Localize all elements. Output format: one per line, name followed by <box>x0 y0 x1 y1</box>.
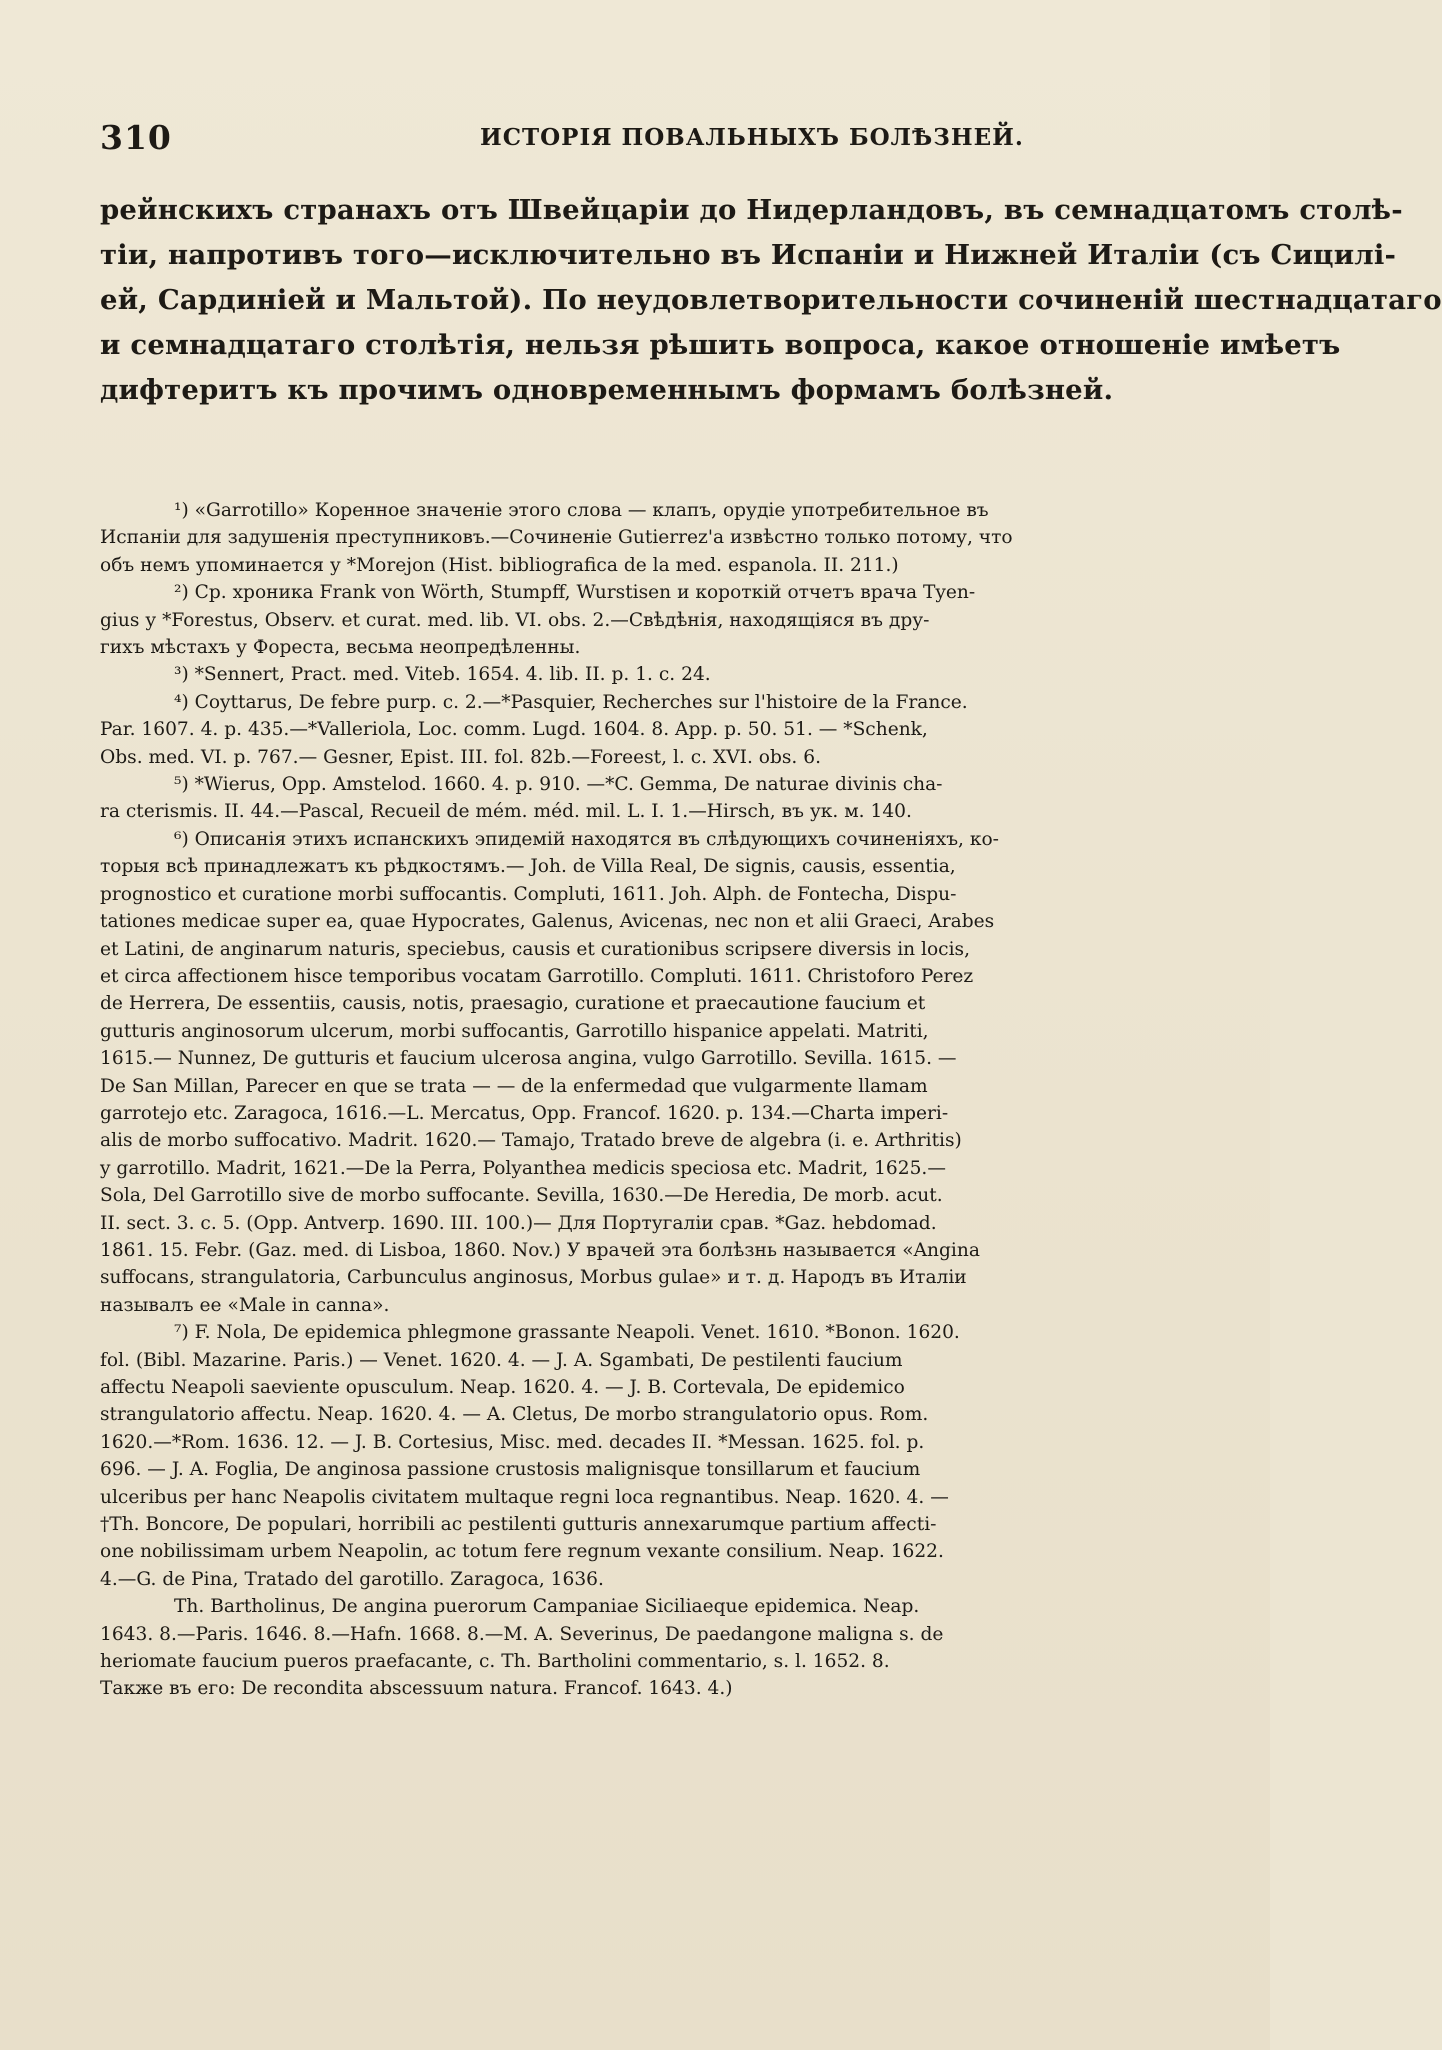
footnote <box>100 771 1192 826</box>
footnote <box>100 1319 1192 1593</box>
main-text-line: и семнадцатаго столѣтія, нельзя рѣшить вопроса, какое отношеніе имѣетъ <box>100 329 1341 361</box>
footnote <box>100 579 1192 661</box>
footnote-line: 696. — J. A. Foglia, De anginosa passione crustosis malignisque tonsillarum et faucium <box>100 1459 921 1481</box>
footnote <box>100 1593 1192 1703</box>
footnote-line: de Herrera, De essentiis, causis, notis, praesagio, curatione et praecautione faucium et <box>100 993 926 1015</box>
footnote-line: ra cterismis. II. 44.—Pascal, Recueil de mém. méd. mil. L. I. 1.—Hirsch, въ ук. м. 140. <box>100 801 912 823</box>
footnote <box>100 689 1192 771</box>
footnote-line: ulceribus per hanc Neapolis civitatem multaque regni loca regnantibus. Neap. 1620. 4. — <box>100 1486 949 1508</box>
footnote-line: affectu Neapoli saeviente opusculum. Neap. 1620. 4. — J. B. Cortevala, De epidemico <box>100 1377 905 1398</box>
main-text-line: рейнскихъ странахъ отъ Швейцаріи до Нидерландовъ, въ семнадцатомъ столѣ- <box>100 194 1403 226</box>
footnote-line: ³) *Sennert, Pract. med. Viteb. 1654. 4. lib. II. p. 1. c. 24. <box>174 664 711 686</box>
footnote-line: tationes medicae super ea, quae Hypocrates, Galenus, Avicenas, nec non et alii Graeci, Arabes <box>100 911 995 933</box>
footnote-line: gius у *Forestus, Observ. et curat. med. lib. VI. obs. 2.—Свѣдѣнія, находящіяся въ дру- <box>100 609 930 631</box>
footnote-line: ²) Ср. хроника Frank von Wörth, Stumpff, Wurstisen и короткій отчетъ врача Tyen- <box>174 582 976 604</box>
footnote-line: 1620.—*Rom. 1636. 12. — J. B. Cortesius, Misc. med. decades II. *Messan. 1625. fol. p. <box>100 1431 925 1453</box>
page-number: 310 <box>100 118 172 157</box>
footnote-line: †Th. Boncore, De populari, horribili ac pestilenti gutturis annexarumque partium affecti- <box>100 1514 937 1536</box>
running-head: ИСТОРІЯ ПОВАЛЬНЫХЪ БОЛѢЗНЕЙ. <box>480 124 1024 151</box>
main-text <box>100 188 1442 413</box>
footnote-line: y garrotillo. Madrit, 1621.—De la Perra, Polyanthea medicis speciosa etc. Madrit, 1625.— <box>100 1157 946 1179</box>
footnote-line: II. sect. 3. c. 5. (Opp. Antverp. 1690. III. 100.)— Для Португаліи срав. *Gaz. hebdomad. <box>100 1212 937 1234</box>
footnote-line: 4.—G. de Pina, Tratado del garotillo. Zaragoca, 1636. <box>100 1568 604 1590</box>
footnotes <box>100 497 1192 1703</box>
footnote-line: et Latini, de anginarum naturis, speciebus, causis et curationibus scripsere diversis in locis, <box>100 938 970 960</box>
footnote-line: et circa affectionem hisce temporibus vocatam Garrotillo. Compluti. 1611. Christoforo Perez <box>100 965 974 987</box>
footnote-line: De San Millan, Parecer en que se trata — — de la enfermedad que vulgarmente llamam <box>100 1075 928 1097</box>
footnote-line: one nobilissimam urbem Neapolin, ac totum fere regnum vexante consilium. Neap. 1622. <box>100 1541 944 1563</box>
footnote-line: Obs. med. VI. p. 767.— Gesner, Epist. III. fol. 82b.—Foreest, l. c. XVI. obs. 6. <box>100 746 821 768</box>
footnote-line: объ немъ упоминается у *Morejon (Hist. bibliografica de la med. espanola. II. 211.) <box>100 554 899 576</box>
footnote-line: называлъ ее «Male in canna». <box>100 1294 390 1316</box>
footnote-line: Th. Bartholinus, De angina puerorum Campaniae Siciliaeque epidemica. Neap. <box>174 1596 920 1618</box>
footnote-line: gutturis anginosorum ulcerum, morbi suffocantis, Garrotillo hispanice appelati. Matriti, <box>100 1020 929 1042</box>
footnote-line: торыя всѣ принадлежатъ къ рѣдкостямъ.— Joh. de Villa Real, De signis, causis, essentia, <box>100 856 956 878</box>
footnote-line: 1861. 15. Febr. (Gaz. med. di Lisboa, 1860. Nov.) У врачей эта болѣзнь называется «Angina <box>100 1239 980 1261</box>
footnote-line: prognostico et curatione morbi suffocantis. Compluti, 1611. Joh. Alph. de Fontecha, Dispu- <box>100 883 957 905</box>
footnote-line: alis de morbo suffocativo. Madrit. 1620.— Tamajo, Tratado breve de algebra (i. e. Arthritis) <box>100 1130 962 1152</box>
footnote-line: heriomate faucium pueros praefacante, c. Th. Bartholini commentario, s. l. 1652. 8. <box>100 1651 890 1673</box>
footnote-line: ⁶) Описанія этихъ испанскихъ эпидемій находятся въ слѣдующихъ сочиненіяхъ, ко- <box>174 828 999 850</box>
footnote-line: suffocans, strangulatoria, Carbunculus anginosus, Morbus gulae» и т. д. Народъ въ Италіи <box>100 1267 967 1289</box>
footnote-line: ¹) «Garrotillo» Коренное значеніе этого слова — клапъ, орудіе употребительное въ <box>174 500 989 521</box>
main-text-line: дифтеритъ къ прочимъ одновременнымъ формамъ болѣзней. <box>100 374 1114 406</box>
footnote-line: 1615.— Nunnez, De gutturis et faucium ulcerosa angina, vulgo Garrotillo. Sevilla. 1615. — <box>100 1048 957 1070</box>
footnote-line: гихъ мѣстахъ у Фореста, весьма неопредѣленны. <box>100 637 581 659</box>
footnote-line: ⁷) F. Nola, De epidemica phlegmone grassante Neapoli. Venet. 1610. *Bonon. 1620. <box>174 1322 960 1344</box>
main-text-line: тіи, напротивъ того—исключительно въ Испаніи и Нижней Италіи (съ Сицилі- <box>100 239 1397 271</box>
footnote-line: Также въ его: De recondita abscessuum natura. Francof. 1643. 4.) <box>100 1678 733 1700</box>
footnote <box>100 497 1192 579</box>
footnote-line: ⁵) *Wierus, Opp. Amstelod. 1660. 4. p. 910. —*C. Gemma, De naturae divinis cha- <box>174 774 943 796</box>
footnote-line: strangulatorio affectu. Neap. 1620. 4. — A. Cletus, De morbo strangulatorio opus. Rom. <box>100 1404 929 1426</box>
footnote-line: Испаніи для задушенія преступниковъ.—Сочиненіе Gutierrez'а извѣстно только потому, что <box>100 527 1013 549</box>
footnote-line: garrotejo etc. Zaragoca, 1616.—L. Mercatus, Opp. Francof. 1620. p. 134.—Charta imperi- <box>100 1102 949 1124</box>
footnote-line: Par. 1607. 4. p. 435.—*Valleriola, Loc. comm. Lugd. 1604. 8. App. p. 50. 51. — *Schenk, <box>100 719 928 741</box>
footnote-line: 1643. 8.—Paris. 1646. 8.—Hafn. 1668. 8.—M. A. Severinus, De paedangone maligna s. de <box>100 1623 944 1645</box>
footnote <box>100 661 1192 688</box>
footnote-line: Sola, Del Garrotillo sive de morbo suffocante. Sevilla, 1630.—De Heredia, De morb. acut. <box>100 1185 943 1207</box>
main-text-line: ей, Сардиніей и Мальтой). По неудовлетворительности сочиненій шестнадцатаго <box>100 284 1442 316</box>
page-header <box>100 118 1185 158</box>
footnote <box>100 826 1192 1319</box>
footnote-line: fol. (Bibl. Mazarine. Paris.) — Venet. 1620. 4. — J. A. Sgambati, De pestilenti faucium <box>100 1349 903 1371</box>
footnote-line: ⁴) Coyttarus, De febre purp. c. 2.—*Pasquier, Recherches sur l'histoire de la France. <box>174 691 968 713</box>
